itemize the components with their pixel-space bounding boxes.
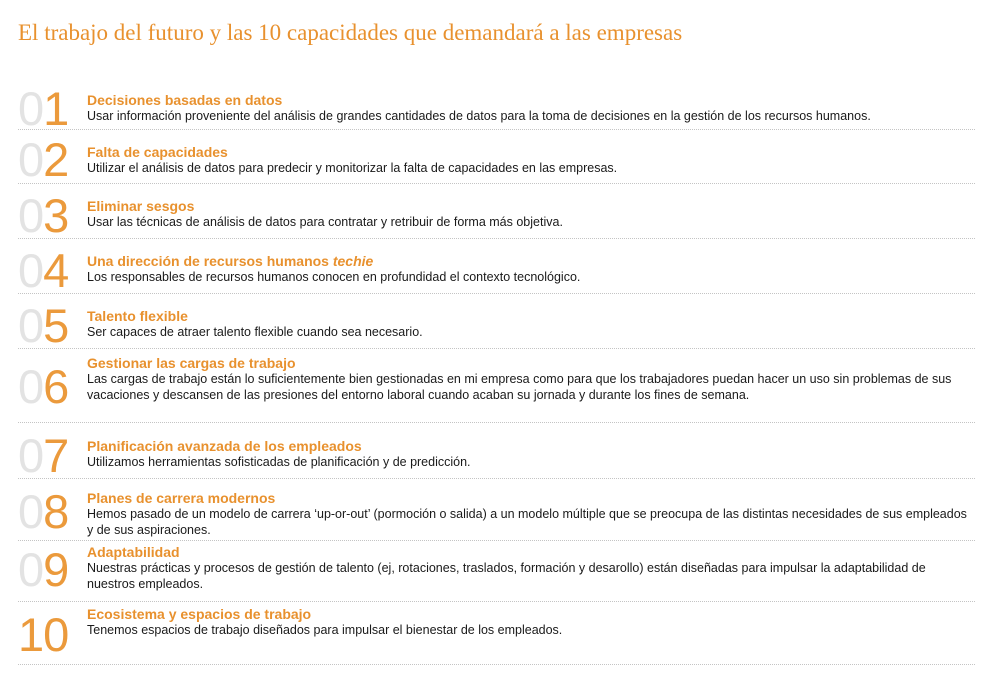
item-number xyxy=(18,133,69,186)
item-description: Utilizar el análisis de datos para predecir y monitorizar la falta de capacidades en las empresas. xyxy=(87,161,618,175)
list-item xyxy=(18,294,975,352)
item-heading-text: Gestionar las cargas de trabajo xyxy=(87,355,296,371)
item-description: Las cargas de trabajo están lo suficientemente bien gestionadas en mi empresa como para que los trabajadores puedan hacer un uso sin problemas de sus vacaciones y descansen de las presiones del entorno laboral cuando acaban su jornada y durante los fines de semana. xyxy=(87,372,952,402)
item-heading xyxy=(87,253,975,269)
item-heading xyxy=(87,198,975,214)
item-heading xyxy=(87,490,975,506)
item-description: Usar las técnicas de análisis de datos para contratar y retribuir de forma más objetiva. xyxy=(87,215,563,229)
item-description: Los responsables de recursos humanos conocen en profundidad el contexto tecnológico. xyxy=(87,270,581,284)
item-description: Nuestras prácticas y procesos de gestión de talento (ej, rotaciones, traslados, formación y desarollo) están diseñadas para impulsar la adaptabilidad de nuestros empleados. xyxy=(87,561,926,591)
item-number-digit: 0 xyxy=(18,360,44,413)
item-heading-text: Talento flexible xyxy=(87,308,188,324)
item-number-digit: 0 xyxy=(18,543,44,596)
item-heading xyxy=(87,606,975,622)
item-heading xyxy=(87,92,975,108)
item-description: Utilizamos herramientas sofisticadas de planificación y de predicción. xyxy=(87,455,471,469)
item-number xyxy=(18,485,69,538)
list-item xyxy=(18,349,975,423)
item-heading-text: Planificación avanzada de los empleados xyxy=(87,438,362,454)
item-description: Hemos pasado de un modelo de carrera ‘up-or-out’ (pormoción o salida) a un modelo múltiple que se preocupa de las distintas necesidades de sus empleados y de sus aspiraciones. xyxy=(87,507,967,537)
item-number-digit: 0 xyxy=(18,82,44,135)
item-heading xyxy=(87,438,975,454)
list-item xyxy=(18,541,975,599)
item-heading-text: Ecosistema y espacios de trabajo xyxy=(87,606,312,622)
item-heading xyxy=(87,544,975,560)
item-number xyxy=(18,608,69,661)
item-number xyxy=(18,360,69,413)
item-number xyxy=(18,244,69,297)
item-heading-text: Eliminar sesgos xyxy=(87,198,195,214)
item-heading-text: Planes de carrera modernos xyxy=(87,490,276,506)
list-item xyxy=(18,479,975,541)
list-item xyxy=(18,423,975,482)
item-description: Usar información proveniente del análisis de grandes cantidades de datos para la toma de decisiones en la gestión de los recursos humanos. xyxy=(87,109,871,123)
item-description: Tenemos espacios de trabajo diseñados para impulsar el bienestar de los empleados. xyxy=(87,623,563,637)
item-number-digit: 1 xyxy=(18,608,44,661)
capabilities-list xyxy=(18,79,975,665)
item-heading xyxy=(87,355,975,371)
item-number-digit: 0 xyxy=(43,608,69,661)
list-item xyxy=(18,79,975,135)
item-number-digit: 7 xyxy=(43,429,69,482)
item-number-digit: 1 xyxy=(43,82,69,135)
item-number xyxy=(18,189,69,242)
list-item xyxy=(18,599,975,665)
page-title: El trabajo del futuro y las 10 capacidades que demandará a las empresas xyxy=(18,20,683,45)
item-heading-text: Una dirección de recursos humanos xyxy=(87,253,333,269)
item-number-digit: 3 xyxy=(43,189,69,242)
list-item xyxy=(18,184,975,242)
item-heading xyxy=(87,308,975,324)
item-number-digit: 0 xyxy=(18,189,44,242)
item-number-digit: 4 xyxy=(43,244,69,297)
item-number xyxy=(18,299,69,352)
item-heading-italic: techie xyxy=(332,253,374,269)
item-heading-text: Adaptabilidad xyxy=(87,544,180,560)
item-heading xyxy=(87,144,975,160)
item-number-digit: 5 xyxy=(43,299,69,352)
item-number-digit: 6 xyxy=(43,360,69,413)
item-heading-text: Decisiones basadas en datos xyxy=(87,92,283,108)
item-number-digit: 0 xyxy=(18,299,44,352)
item-number xyxy=(18,543,69,596)
item-number-digit: 0 xyxy=(18,485,44,538)
list-item xyxy=(18,130,975,184)
item-number xyxy=(18,82,69,135)
item-number-digit: 2 xyxy=(43,133,69,186)
item-number-digit: 0 xyxy=(18,133,44,186)
item-number xyxy=(18,429,69,482)
item-number-digit: 8 xyxy=(43,485,69,538)
item-number-digit: 0 xyxy=(18,429,44,482)
item-description: Ser capaces de atraer talento flexible cuando sea necesario. xyxy=(87,325,423,339)
item-heading-text: Falta de capacidades xyxy=(87,144,228,160)
item-number-digit: 0 xyxy=(18,244,44,297)
list-item xyxy=(18,239,975,297)
item-number-digit: 9 xyxy=(43,543,69,596)
